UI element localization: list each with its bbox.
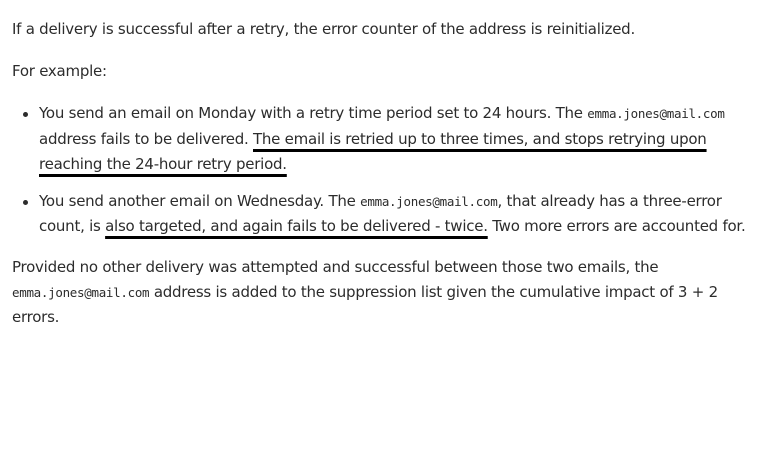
item2-text-b: , that already has a three-error count, is	[39, 191, 722, 235]
conclusion-text-a: Provided no other delivery was attempted and successful between those two emails, the	[12, 257, 659, 276]
item1-email-code: emma.jones@mail.com	[587, 106, 725, 121]
item2-text-c: Two more errors are accounted for.	[487, 217, 746, 235]
conclusion-paragraph	[12, 255, 757, 330]
example-label: For example:	[12, 62, 107, 80]
conclusion-text-b: address is added to the suppression list given the cumulative impact of 3 + 2 errors.	[12, 282, 718, 326]
item2-underlined-text: also targeted, and again fails to be delivered - twice.	[105, 217, 488, 235]
item1-underlined-text: The email is retried up to three times, and stops retrying upon reaching the 24-hour retry period.	[39, 129, 707, 173]
intro-paragraph: If a delivery is successful after a retry, the error counter of the address is reinitialized.	[12, 20, 635, 38]
item1-text-b: address fails to be delivered.	[39, 129, 253, 148]
document-body	[12, 17, 757, 330]
conclusion-email-code: emma.jones@mail.com	[12, 284, 150, 300]
item2-text-a: You send another email on Wednesday. The	[39, 191, 361, 210]
item1-text-a: You send an email on Monday with a retry time period set to 24 hours. The	[39, 104, 588, 122]
list-item-wednesday	[39, 189, 757, 240]
list-item-monday	[39, 101, 757, 178]
item2-email-code: emma.jones@mail.com	[360, 193, 498, 209]
example-list	[12, 101, 757, 240]
